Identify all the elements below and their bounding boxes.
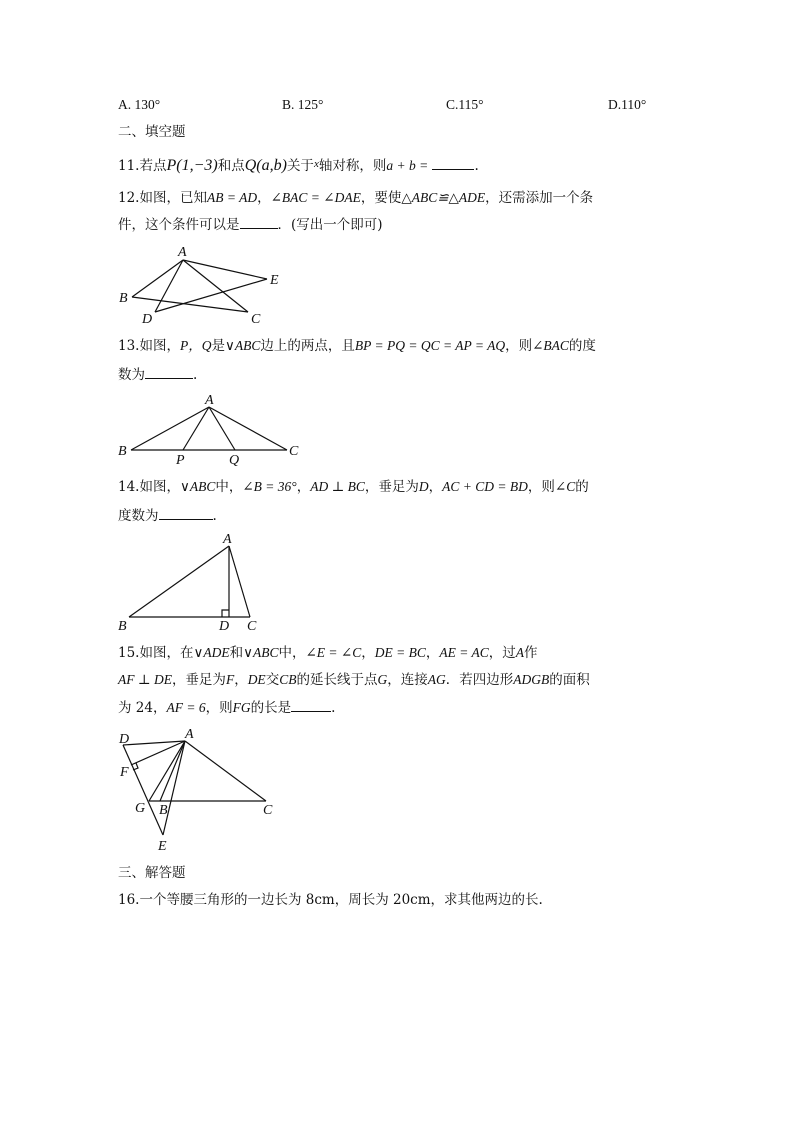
question-13-line-1: 13.如图，P，Q是∨ABC边上的两点，且BP = PQ = QC = AP = AQ，则∠BAC的度 <box>118 338 596 354</box>
label-B: B <box>159 803 168 818</box>
label-A: A <box>178 245 187 260</box>
question-15-line-1: 15.如图，在∨ADE和∨ABC中，∠E = ∠C，DE = BC，AE = AC，过A作 <box>118 645 538 661</box>
label-D: D <box>219 619 230 634</box>
label-B: B <box>118 619 127 634</box>
option-c: C.115° <box>446 97 484 112</box>
option-d: D.110° <box>608 97 647 112</box>
question-13-line-2: 数为 . <box>118 367 198 383</box>
label-C: C <box>247 619 257 634</box>
label-E: E <box>270 273 279 288</box>
label-B: B <box>119 291 128 306</box>
section-heading-fill-in: 二、填空题 <box>118 124 186 140</box>
label-Q: Q <box>229 453 240 468</box>
label-E: E <box>158 839 167 854</box>
question-11: 11.若点P(1,−3)和点Q(a,b)关于$^x$轴对称，则a + b = . <box>118 157 479 174</box>
question-12-line-1: 12.如图，已知AB = AD，∠BAC = ∠DAE，要使△ABC≌△ADE，还需添加一个条 <box>118 190 594 206</box>
question-15-line-2: AF ⊥ DE，垂足为F，DE交CB的延长线于点G，连接AG．若四边形ADGB的面积 <box>118 672 590 688</box>
label-A: A <box>223 532 232 547</box>
label-C: C <box>263 803 273 818</box>
label-F: F <box>120 765 129 780</box>
label-P: P <box>176 453 185 468</box>
label-C: C <box>251 312 261 327</box>
option-b: B. 125° <box>282 97 324 112</box>
question-12-line-2: 件，这个条件可以是 ．(写出一个即可) <box>118 217 383 233</box>
label-A: A <box>185 727 194 742</box>
option-a: A. 130° <box>118 97 161 112</box>
question-16: 16.一个等腰三角形的一边长为 8cm，周长为 20cm，求其他两边的长. <box>118 892 543 908</box>
label-D: D <box>142 312 153 327</box>
question-14-line-2: 度数为 . <box>118 508 217 524</box>
label-C: C <box>289 444 299 459</box>
label-A: A <box>205 393 214 408</box>
label-D: D <box>119 732 130 747</box>
section-heading-answer: 三、解答题 <box>118 865 186 881</box>
label-B: B <box>118 444 127 459</box>
label-G: G <box>135 801 146 816</box>
question-14-line-1: 14.如图，∨ABC中，∠B = 36°，AD ⊥ BC，垂足为D，AC + CD = BD，则∠C的 <box>118 479 589 495</box>
question-15-line-3: 为 24，AF = 6，则FG的长是 . <box>118 700 336 716</box>
